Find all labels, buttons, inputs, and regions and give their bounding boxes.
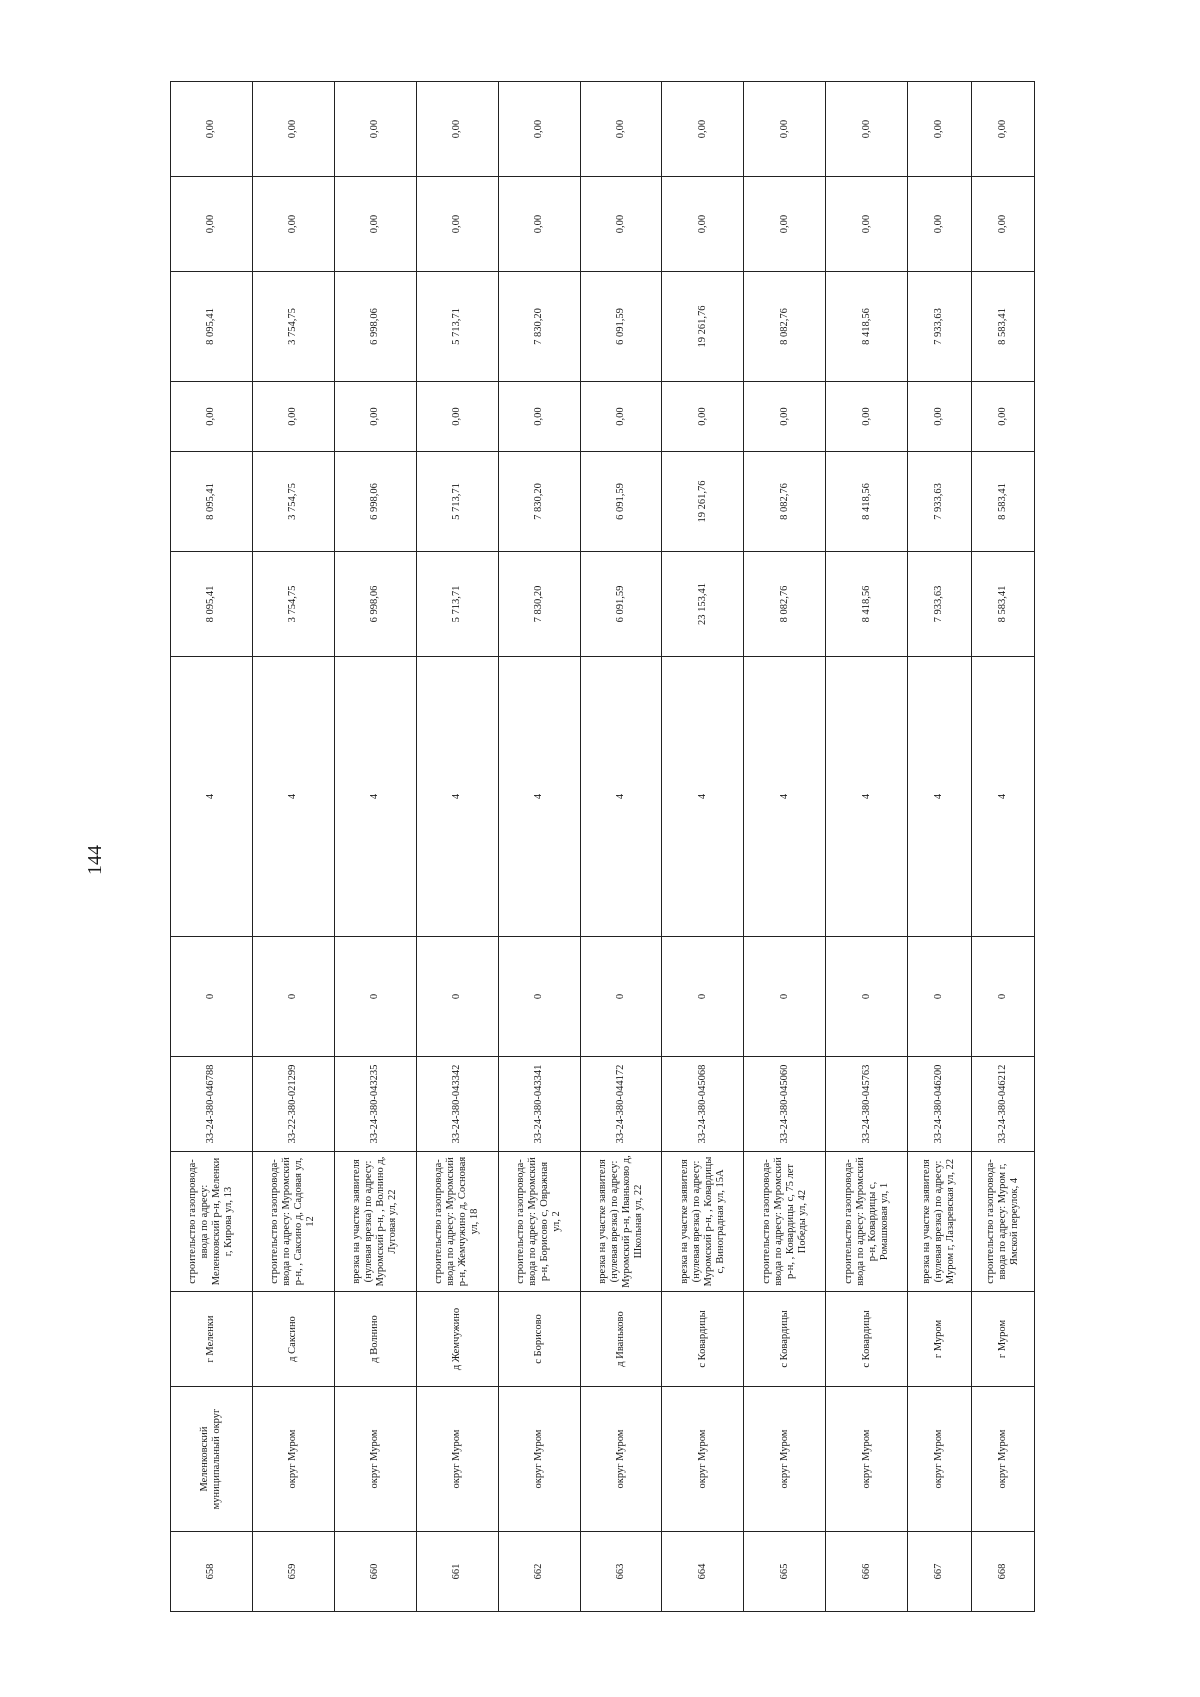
value-cell-10: 0,00 [498,382,580,452]
value-cell-10: 0,00 [662,382,744,452]
table-row [416,82,498,1612]
district-cell: округ Муром [416,1387,498,1532]
object-cell: строительство газопровода-ввода по адресу: Муромский р-н, Жемчужино д, Сосновая ул, 18 [416,1152,498,1292]
code-cell: 33-24-380-043341 [498,1057,580,1152]
table-row [334,82,416,1612]
object-cell: врезка на участке заявителя (нулевая врезка) по адресу: Муромский р-н, , Ковардицы с, Виноградная ул, 15А [662,1152,744,1292]
district-cell: округ Муром [580,1387,662,1532]
value-cell-12: 0,00 [171,177,253,272]
object-cell: строительство газопровода-ввода по адресу: Муромский р-н, Борисово с, Овражная ул, 2 [498,1152,580,1292]
value-cell-7: 4 [416,657,498,937]
value-cell-12: 0,00 [826,177,908,272]
value-cell-6: 0 [826,937,908,1057]
locality-cell: с Борисово [498,1292,580,1387]
table-row [252,82,334,1612]
value-cell-9: 8 583,41 [971,452,1034,552]
row-number: 668 [971,1532,1034,1612]
value-cell-11: 6 091,59 [580,272,662,382]
value-cell-13: 0,00 [580,82,662,177]
value-cell-12: 0,00 [252,177,334,272]
value-cell-6: 0 [171,937,253,1057]
value-cell-7: 4 [744,657,826,937]
value-cell-9: 8 082,76 [744,452,826,552]
object-cell: строительство газопровода-ввода по адресу: Муромский р-н, , Ковардицы с, 75 лет Победы ул, 42 [744,1152,826,1292]
value-cell-8: 8 583,41 [971,552,1034,657]
value-cell-11: 6 998,06 [334,272,416,382]
value-cell-10: 0,00 [416,382,498,452]
value-cell-6: 0 [971,937,1034,1057]
value-cell-6: 0 [908,937,971,1057]
value-cell-7: 4 [662,657,744,937]
value-cell-13: 0,00 [662,82,744,177]
code-cell: 33-24-380-043342 [416,1057,498,1152]
value-cell-9: 6 091,59 [580,452,662,552]
district-cell: округ Муром [971,1387,1034,1532]
code-cell: 33-24-380-045763 [826,1057,908,1152]
object-cell: врезка на участке заявителя (нулевая врезка) по адресу: Муром г, Лазаревская ул, 22 [908,1152,971,1292]
table-row [908,82,971,1612]
value-cell-8: 23 153,41 [662,552,744,657]
code-cell: 33-24-380-046212 [971,1057,1034,1152]
value-cell-11: 8 095,41 [171,272,253,382]
object-cell: строительство газопровода-ввода по адресу: Муромский р-н, Ковардицы с, Ромашковая ул, 1 [826,1152,908,1292]
value-cell-10: 0,00 [744,382,826,452]
value-cell-8: 3 754,75 [252,552,334,657]
row-number: 658 [171,1532,253,1612]
code-cell: 33-22-380-021299 [252,1057,334,1152]
value-cell-9: 3 754,75 [252,452,334,552]
value-cell-9: 7 830,20 [498,452,580,552]
code-cell: 33-24-380-046200 [908,1057,971,1152]
value-cell-13: 0,00 [971,82,1034,177]
object-cell: врезка на участке заявителя (нулевая врезка) по адресу: Муромский р-н, , Волнино д, Луговая ул, 22 [334,1152,416,1292]
value-cell-9: 5 713,71 [416,452,498,552]
value-cell-8: 6 091,59 [580,552,662,657]
value-cell-11: 7 830,20 [498,272,580,382]
value-cell-12: 0,00 [971,177,1034,272]
value-cell-6: 0 [416,937,498,1057]
value-cell-10: 0,00 [826,382,908,452]
row-number: 661 [416,1532,498,1612]
value-cell-11: 19 261,76 [662,272,744,382]
code-cell: 33-24-380-045068 [662,1057,744,1152]
district-cell: округ Муром [826,1387,908,1532]
value-cell-6: 0 [580,937,662,1057]
value-cell-12: 0,00 [744,177,826,272]
locality-cell: д Жемчужино [416,1292,498,1387]
value-cell-10: 0,00 [971,382,1034,452]
value-cell-12: 0,00 [908,177,971,272]
district-cell: округ Муром [744,1387,826,1532]
value-cell-11: 3 754,75 [252,272,334,382]
locality-cell: с Ковардицы [826,1292,908,1387]
object-cell: строительство газопровода-ввода по адресу: Муром г, Ямской переулок, 4 [971,1152,1034,1292]
value-cell-7: 4 [334,657,416,937]
value-cell-8: 8 418,56 [826,552,908,657]
value-cell-10: 0,00 [252,382,334,452]
code-cell: 33-24-380-044172 [580,1057,662,1152]
value-cell-9: 19 261,76 [662,452,744,552]
value-cell-10: 0,00 [580,382,662,452]
row-number: 666 [826,1532,908,1612]
value-cell-7: 4 [826,657,908,937]
value-cell-8: 8 082,76 [744,552,826,657]
value-cell-13: 0,00 [334,82,416,177]
value-cell-7: 4 [171,657,253,937]
value-cell-11: 8 082,76 [744,272,826,382]
value-cell-11: 7 933,63 [908,272,971,382]
district-cell: Меленковский муниципальный округ [171,1387,253,1532]
locality-cell: г Муром [971,1292,1034,1387]
table-row [171,82,253,1612]
value-cell-7: 4 [908,657,971,937]
code-cell: 33-24-380-045060 [744,1057,826,1152]
row-number: 667 [908,1532,971,1612]
value-cell-12: 0,00 [662,177,744,272]
locality-cell: с Ковардицы [744,1292,826,1387]
value-cell-13: 0,00 [744,82,826,177]
table-row [826,82,908,1612]
value-cell-8: 7 933,63 [908,552,971,657]
locality-cell: д Саксино [252,1292,334,1387]
object-cell: строительство газопровода-ввода по адресу: Муромский р-н, , Саксино д, Садовая ул, 12 [252,1152,334,1292]
row-number: 659 [252,1532,334,1612]
value-cell-8: 5 713,71 [416,552,498,657]
value-cell-13: 0,00 [908,82,971,177]
value-cell-12: 0,00 [334,177,416,272]
district-cell: округ Муром [252,1387,334,1532]
locality-cell: г Муром [908,1292,971,1387]
locality-cell: с Ковардицы [662,1292,744,1387]
value-cell-8: 7 830,20 [498,552,580,657]
row-number: 660 [334,1532,416,1612]
value-cell-13: 0,00 [498,82,580,177]
value-cell-6: 0 [498,937,580,1057]
row-number: 663 [580,1532,662,1612]
value-cell-8: 6 998,06 [334,552,416,657]
row-number: 662 [498,1532,580,1612]
value-cell-6: 0 [744,937,826,1057]
value-cell-11: 8 418,56 [826,272,908,382]
table-row [744,82,826,1612]
value-cell-9: 7 933,63 [908,452,971,552]
object-cell: врезка на участке заявителя (нулевая врезка) по адресу: Муромский р-н, Иваньково д, Школьная ул, 22 [580,1152,662,1292]
value-cell-7: 4 [252,657,334,937]
value-cell-9: 6 998,06 [334,452,416,552]
value-cell-13: 0,00 [252,82,334,177]
rotated-table-wrapper [170,82,1035,1612]
value-cell-7: 4 [498,657,580,937]
value-cell-6: 0 [662,937,744,1057]
value-cell-9: 8 418,56 [826,452,908,552]
locality-cell: д Иваньково [580,1292,662,1387]
value-cell-13: 0,00 [826,82,908,177]
locality-cell: г Меленки [171,1292,253,1387]
data-table [170,81,1035,1612]
value-cell-10: 0,00 [334,382,416,452]
table-row [580,82,662,1612]
value-cell-12: 0,00 [416,177,498,272]
value-cell-13: 0,00 [171,82,253,177]
district-cell: округ Муром [334,1387,416,1532]
table-row [498,82,580,1612]
value-cell-6: 0 [252,937,334,1057]
district-cell: округ Муром [498,1387,580,1532]
locality-cell: д Волнино [334,1292,416,1387]
value-cell-7: 4 [971,657,1034,937]
code-cell: 33-24-380-046788 [171,1057,253,1152]
table-row [971,82,1034,1612]
value-cell-11: 5 713,71 [416,272,498,382]
value-cell-11: 8 583,41 [971,272,1034,382]
value-cell-12: 0,00 [498,177,580,272]
row-number: 664 [662,1532,744,1612]
district-cell: округ Муром [662,1387,744,1532]
row-number: 665 [744,1532,826,1612]
value-cell-10: 0,00 [908,382,971,452]
value-cell-6: 0 [334,937,416,1057]
table-row [662,82,744,1612]
value-cell-10: 0,00 [171,382,253,452]
value-cell-7: 4 [580,657,662,937]
value-cell-12: 0,00 [580,177,662,272]
district-cell: округ Муром [908,1387,971,1532]
object-cell: строительство газопровода-ввода по адресу: Меленковский р-н, Меленки г, Кирова ул, 13 [171,1152,253,1292]
value-cell-13: 0,00 [416,82,498,177]
code-cell: 33-24-380-043235 [334,1057,416,1152]
value-cell-9: 8 095,41 [171,452,253,552]
value-cell-8: 8 095,41 [171,552,253,657]
page-number: 144 [84,845,106,875]
